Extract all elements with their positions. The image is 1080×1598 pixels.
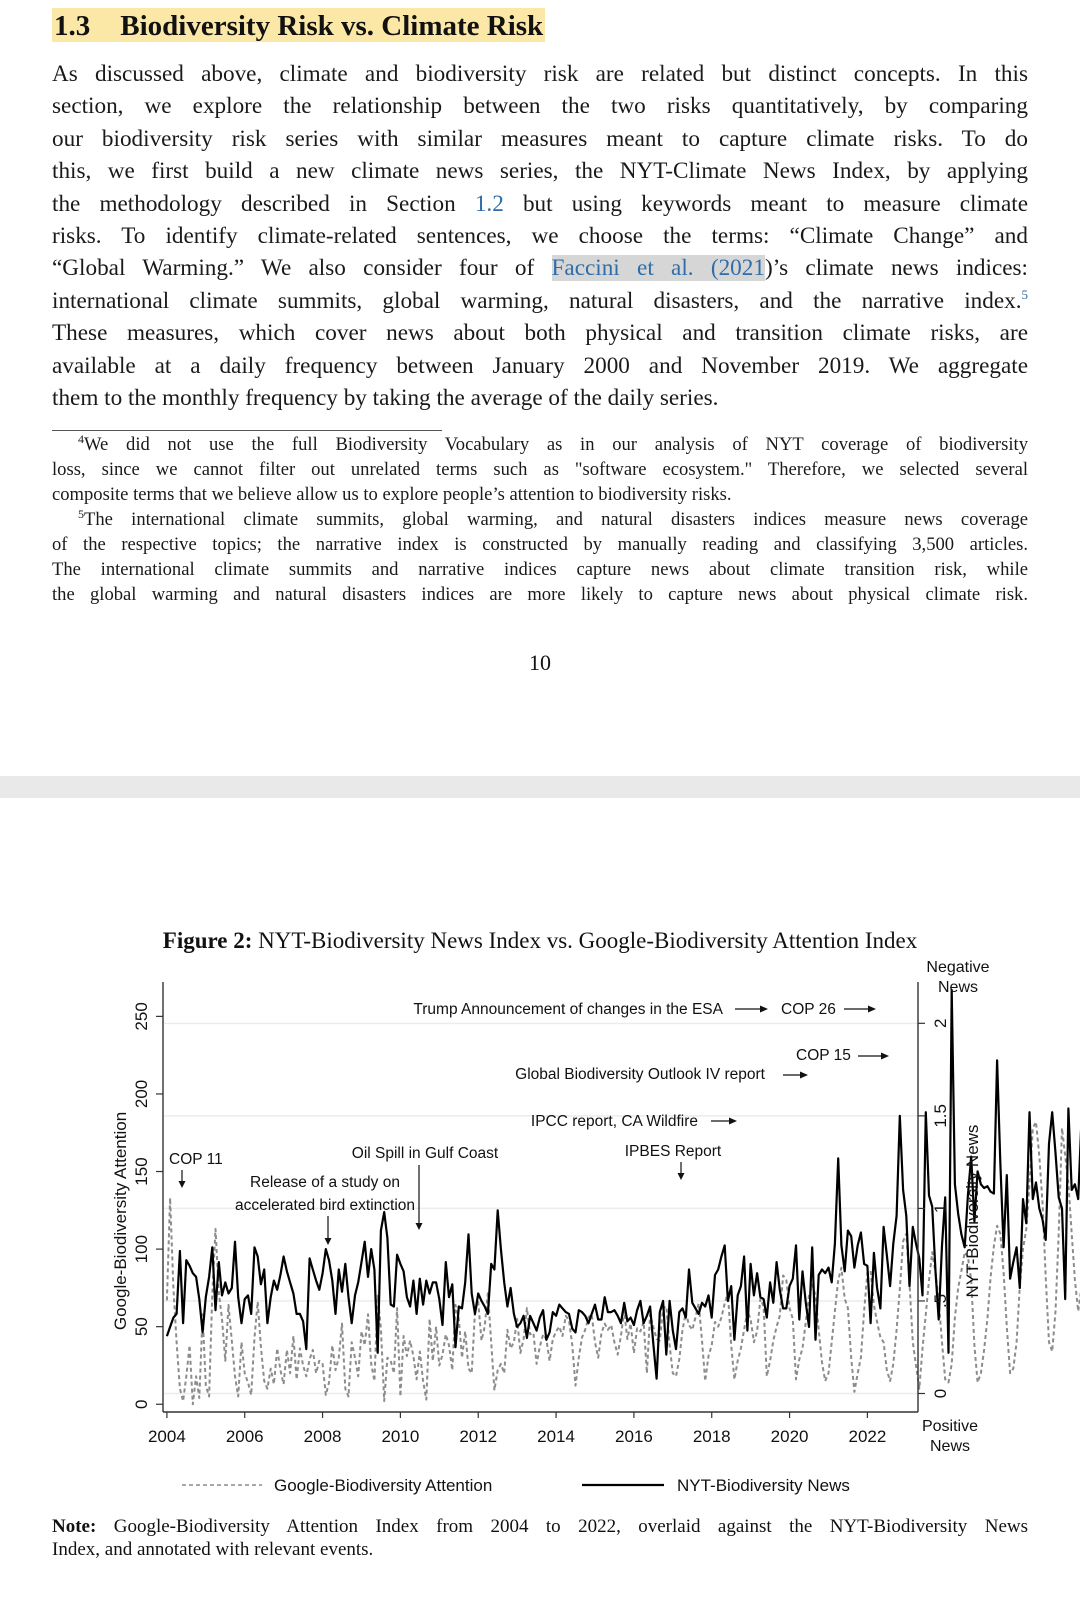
legend-google-label: Google-Biodiversity Attention bbox=[274, 1476, 493, 1495]
annotation-ipcc: IPCC report, CA Wildfire bbox=[530, 1113, 698, 1130]
x-tick-label: 2022 bbox=[848, 1427, 887, 1446]
annotation-cop26: COP 26 bbox=[781, 1001, 836, 1018]
x-tick-label: 2008 bbox=[303, 1427, 342, 1446]
y-left-tick-label: 150 bbox=[132, 1157, 151, 1186]
section-heading bbox=[52, 8, 545, 42]
arrowhead-icon bbox=[760, 1006, 768, 1013]
footnote-5-line: the global warming and natural disasters indices are more likely to capture news about physical climate risk. bbox=[52, 584, 1028, 605]
y-left-tick-label: 250 bbox=[132, 1002, 151, 1031]
body-text-segment: “Global Warming.” We also consider four of bbox=[52, 255, 552, 282]
footnote-5-line bbox=[52, 507, 1028, 532]
section-link[interactable]: 1.2 bbox=[474, 190, 504, 217]
y-left-tick-label: 200 bbox=[132, 1079, 151, 1109]
footnote-marker: 4 bbox=[78, 432, 84, 446]
annotation-bird-study: accelerated bird extinction bbox=[234, 1197, 416, 1214]
x-tick-label: 2006 bbox=[225, 1427, 264, 1446]
figure-caption: NYT-Biodiversity News Index vs. Google-Biodiversity Attention Index bbox=[258, 928, 918, 953]
note-text: Google-Biodiversity Attention Index from 2004 to 2022, overlaid against the NYT-Biodiversity News bbox=[96, 1516, 1028, 1537]
right-axis-top-label: News bbox=[937, 979, 979, 996]
footnote-5-line: of the respective topics; the narrative index is constructed by manually reading and classifying 3,500 articles. bbox=[52, 534, 1028, 555]
body-line: section, we explore the relationship between the two risks quantitatively, by comparing bbox=[52, 93, 1028, 120]
arrowhead-icon bbox=[678, 1173, 685, 1180]
arrowhead-icon bbox=[179, 1181, 186, 1188]
right-axis-bottom-label: Positive bbox=[921, 1418, 979, 1435]
annotation-trump-esa: Trump Announcement of changes in the ESA bbox=[413, 1001, 723, 1018]
x-tick-label: 2016 bbox=[614, 1427, 653, 1446]
page-separator bbox=[0, 776, 1080, 798]
y-right-tick-label: 1 bbox=[931, 1203, 950, 1214]
figure-title bbox=[0, 928, 1080, 954]
footnote-text: The international climate summits, global warming, and natural disasters indices measure news coverage bbox=[84, 509, 1028, 530]
body-text-segment: the methodology described in Section bbox=[52, 190, 475, 217]
body-line bbox=[52, 252, 1028, 284]
x-tick-label: 2018 bbox=[692, 1427, 731, 1446]
arrowhead-icon bbox=[800, 1072, 808, 1079]
annotation-cop15: COP 15 bbox=[796, 1047, 851, 1064]
footnote-ref-5[interactable]: 5 bbox=[1021, 286, 1028, 302]
annotation-gbo4: Global Biodiversity Outlook IV report bbox=[515, 1066, 765, 1083]
note-line: Index, and annotated with relevant events. bbox=[52, 1539, 374, 1560]
right-axis-top-label: Negative bbox=[926, 959, 990, 976]
footnote-divider bbox=[52, 430, 442, 431]
document-page-10 bbox=[0, 0, 1080, 770]
arrowhead-icon bbox=[881, 1053, 889, 1060]
footnote-marker: 5 bbox=[78, 507, 84, 521]
annotation-oil-spill: Oil Spill in Gulf Coast bbox=[351, 1145, 499, 1162]
body-line: risks. To identify climate-related sentences, we choose the terms: “Climate Change” and bbox=[52, 222, 1028, 249]
body-line: available at a daily frequency between January 2000 and November 2019. We aggregate bbox=[52, 352, 1028, 379]
body-line bbox=[52, 285, 1028, 317]
x-tick-label: 2004 bbox=[147, 1427, 186, 1446]
figure-label: Figure 2: bbox=[162, 928, 253, 953]
body-line: As discussed above, climate and biodiversity risk are related but distinct concepts. In this bbox=[52, 61, 1028, 87]
annotation-bird-study: Release of a study on bbox=[250, 1174, 400, 1191]
arrowhead-icon bbox=[416, 1223, 423, 1230]
y-right-tick-label: 1.5 bbox=[931, 1104, 950, 1128]
body-text-segment: but using keywords meant to measure climate bbox=[503, 190, 1028, 217]
note-line bbox=[52, 1515, 1028, 1538]
page-number: 10 bbox=[529, 650, 551, 675]
citation-link-year[interactable]: 2021 bbox=[718, 255, 765, 282]
x-tick-label: 2020 bbox=[770, 1427, 809, 1446]
arrowhead-icon bbox=[729, 1118, 737, 1125]
citation-link-author[interactable]: Faccini et al. ( bbox=[551, 255, 719, 282]
y-left-tick-label: 0 bbox=[132, 1399, 151, 1409]
note-label: Note: bbox=[52, 1516, 97, 1537]
footnote-4-line: loss, since we cannot filter out unrelated terms such as "software ecosystem." Therefore, we selected several bbox=[52, 459, 1028, 480]
section-number: 1.3 bbox=[54, 10, 91, 42]
body-paragraph bbox=[52, 58, 1028, 414]
body-line bbox=[52, 188, 1028, 220]
y-right-tick-label: .5 bbox=[931, 1293, 950, 1309]
arrowhead-icon bbox=[325, 1238, 332, 1245]
footnotes bbox=[52, 432, 1028, 607]
figure-chart bbox=[0, 959, 1080, 1508]
y-left-tick-label: 50 bbox=[132, 1317, 151, 1337]
footnote-5-line: The international climate summits and narrative indices capture news about climate transition risk, while bbox=[52, 559, 1028, 580]
google-attention-line bbox=[167, 1102, 1080, 1405]
x-tick-label: 2010 bbox=[381, 1427, 420, 1446]
annotation-ipbes: IPBES Report bbox=[624, 1143, 722, 1160]
figure-note bbox=[52, 1515, 1028, 1561]
body-line: our biodiversity risk series with similar measures meant to capture climate risks. To do bbox=[52, 125, 1028, 152]
y-right-tick-label: 2 bbox=[931, 1018, 950, 1029]
footnote-text: We did not use the full Biodiversity Vocabulary as in our analysis of NYT coverage of biodiversity bbox=[84, 434, 1028, 455]
footnote-4-line bbox=[52, 432, 1028, 457]
body-line: them to the monthly frequency by taking the average of the daily series. bbox=[52, 384, 719, 411]
right-axis-bottom-label: News bbox=[929, 1438, 971, 1455]
annotation-cop11: COP 11 bbox=[169, 1151, 223, 1168]
footnote-4-line: composite terms that we believe allow us to explore people’s attention to biodiversity risks. bbox=[52, 484, 732, 505]
legend bbox=[182, 1476, 850, 1495]
body-line: These measures, which cover news about both physical and transition climate risks, are bbox=[52, 320, 1028, 347]
body-text-segment: )’s climate news indices: bbox=[764, 255, 1028, 282]
section-title: Biodiversity Risk vs. Climate Risk bbox=[120, 10, 544, 42]
body-text-segment: international climate summits, global warming, natural disasters, and the narrative index. bbox=[52, 287, 1022, 314]
body-line: this, we first build a new climate news series, the NYT-Climate News Index, by applying bbox=[52, 158, 1028, 185]
y-left-tick-label: 100 bbox=[132, 1234, 151, 1264]
arrowhead-icon bbox=[868, 1006, 876, 1013]
y-right-axis-label: NYT-Biodiversity News bbox=[963, 1124, 982, 1298]
y-right-tick-label: 0 bbox=[931, 1388, 950, 1399]
y-left-axis-label: Google-Biodiversity Attention bbox=[111, 1111, 130, 1331]
x-tick-label: 2014 bbox=[537, 1427, 575, 1446]
citation-highlight[interactable] bbox=[552, 255, 765, 281]
x-tick-label: 2012 bbox=[459, 1427, 498, 1446]
document-page-11 bbox=[0, 798, 1080, 1598]
legend-nyt-label: NYT-Biodiversity News bbox=[677, 1476, 850, 1495]
